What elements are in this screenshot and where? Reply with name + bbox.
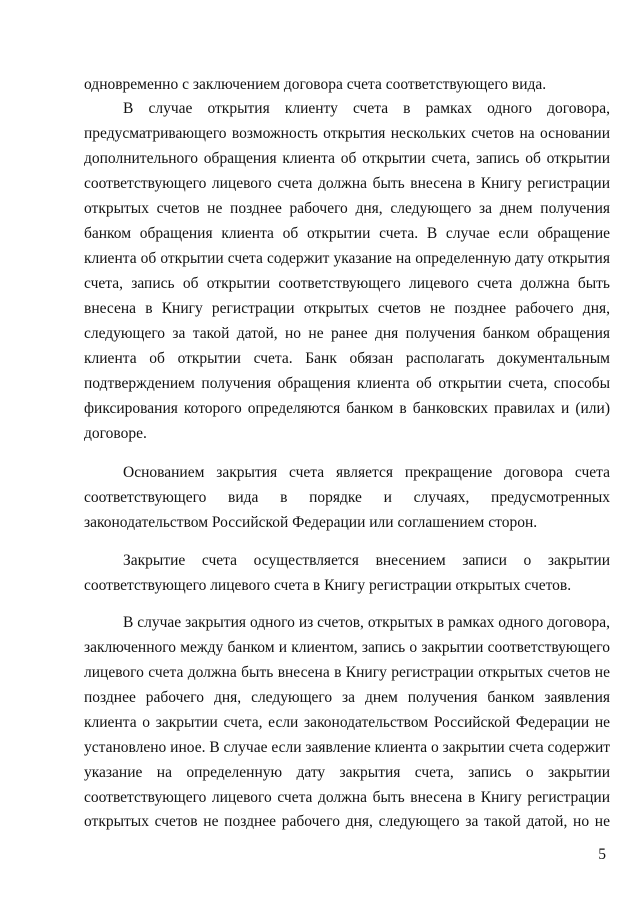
page-number: 5	[598, 846, 606, 863]
text-line: Основанием закрытия счета является прекращение договора счета	[123, 464, 610, 481]
text-line: банком обращения клиента об открытии счета. В случае если обращение	[84, 225, 610, 242]
text-line: клиента об открытии счета. Банк обязан располагать документальным	[84, 350, 610, 367]
text-line: В случае закрытия одного из счетов, открытых в рамках одного договора,	[123, 614, 610, 631]
text-line: подтверждением получения обращения клиента об открытии счета, способы	[84, 375, 610, 392]
text-line: предусматривающего возможность открытия нескольких счетов на основании	[84, 125, 610, 142]
text-line: открытых счетов не позднее рабочего дня, следующего за днем получения	[84, 200, 610, 217]
text-line: В случае открытия клиенту счета в рамках одного договора,	[123, 100, 610, 117]
text-line: указание на определенную дату закрытия счета, запись о закрытии	[84, 764, 610, 781]
text-line: лицевого счета должна быть внесена в Книгу регистрации открытых счетов не	[84, 664, 610, 681]
text-line: открытых счетов не позднее рабочего дня, следующего за такой датой, но не	[84, 813, 610, 830]
text-line: клиента об открытии счета содержит указание на определенную дату открытия	[84, 250, 610, 267]
text-line: соответствующего вида в порядке и случаях, предусмотренных	[84, 489, 610, 506]
text-line: одновременно с заключением договора счета соответствующего вида.	[84, 76, 547, 93]
text-line: фиксирования которого определяются банком в банковских правилах и (или)	[84, 400, 610, 417]
text-line: внесена в Книгу регистрации открытых счетов не позднее рабочего дня,	[84, 300, 610, 317]
text-line: счета, запись об открытии соответствующего лицевого счета должна быть	[84, 275, 610, 292]
text-line: соответствующего лицевого счета должна быть внесена в Книгу регистрации	[84, 789, 610, 806]
text-line: дополнительного обращения клиента об открытии счета, запись об открытии	[84, 150, 610, 167]
text-line: клиента о закрытии счета, если законодательством Российской Федерации не	[84, 714, 610, 731]
text-line: законодательством Российской Федерации или соглашением сторон.	[84, 514, 538, 531]
text-line: Закрытие счета осуществляется внесением записи о закрытии	[123, 552, 610, 569]
text-line: установлено иное. В случае если заявление клиента о закрытии счета содержит	[84, 739, 611, 756]
text-line: соответствующего лицевого счета должна быть внесена в Книгу регистрации	[84, 175, 610, 192]
text-line: соответствующего лицевого счета в Книгу регистрации открытых счетов.	[84, 577, 572, 594]
text-line: договоре.	[84, 425, 147, 442]
text-line: позднее рабочего дня, следующего за днем получения банком заявления	[84, 689, 610, 706]
text-line: заключенного между банком и клиентом, запись о закрытии соответствующего	[84, 639, 610, 656]
text-line: следующего за такой датой, но не ранее дня получения банком обращения	[84, 325, 610, 342]
